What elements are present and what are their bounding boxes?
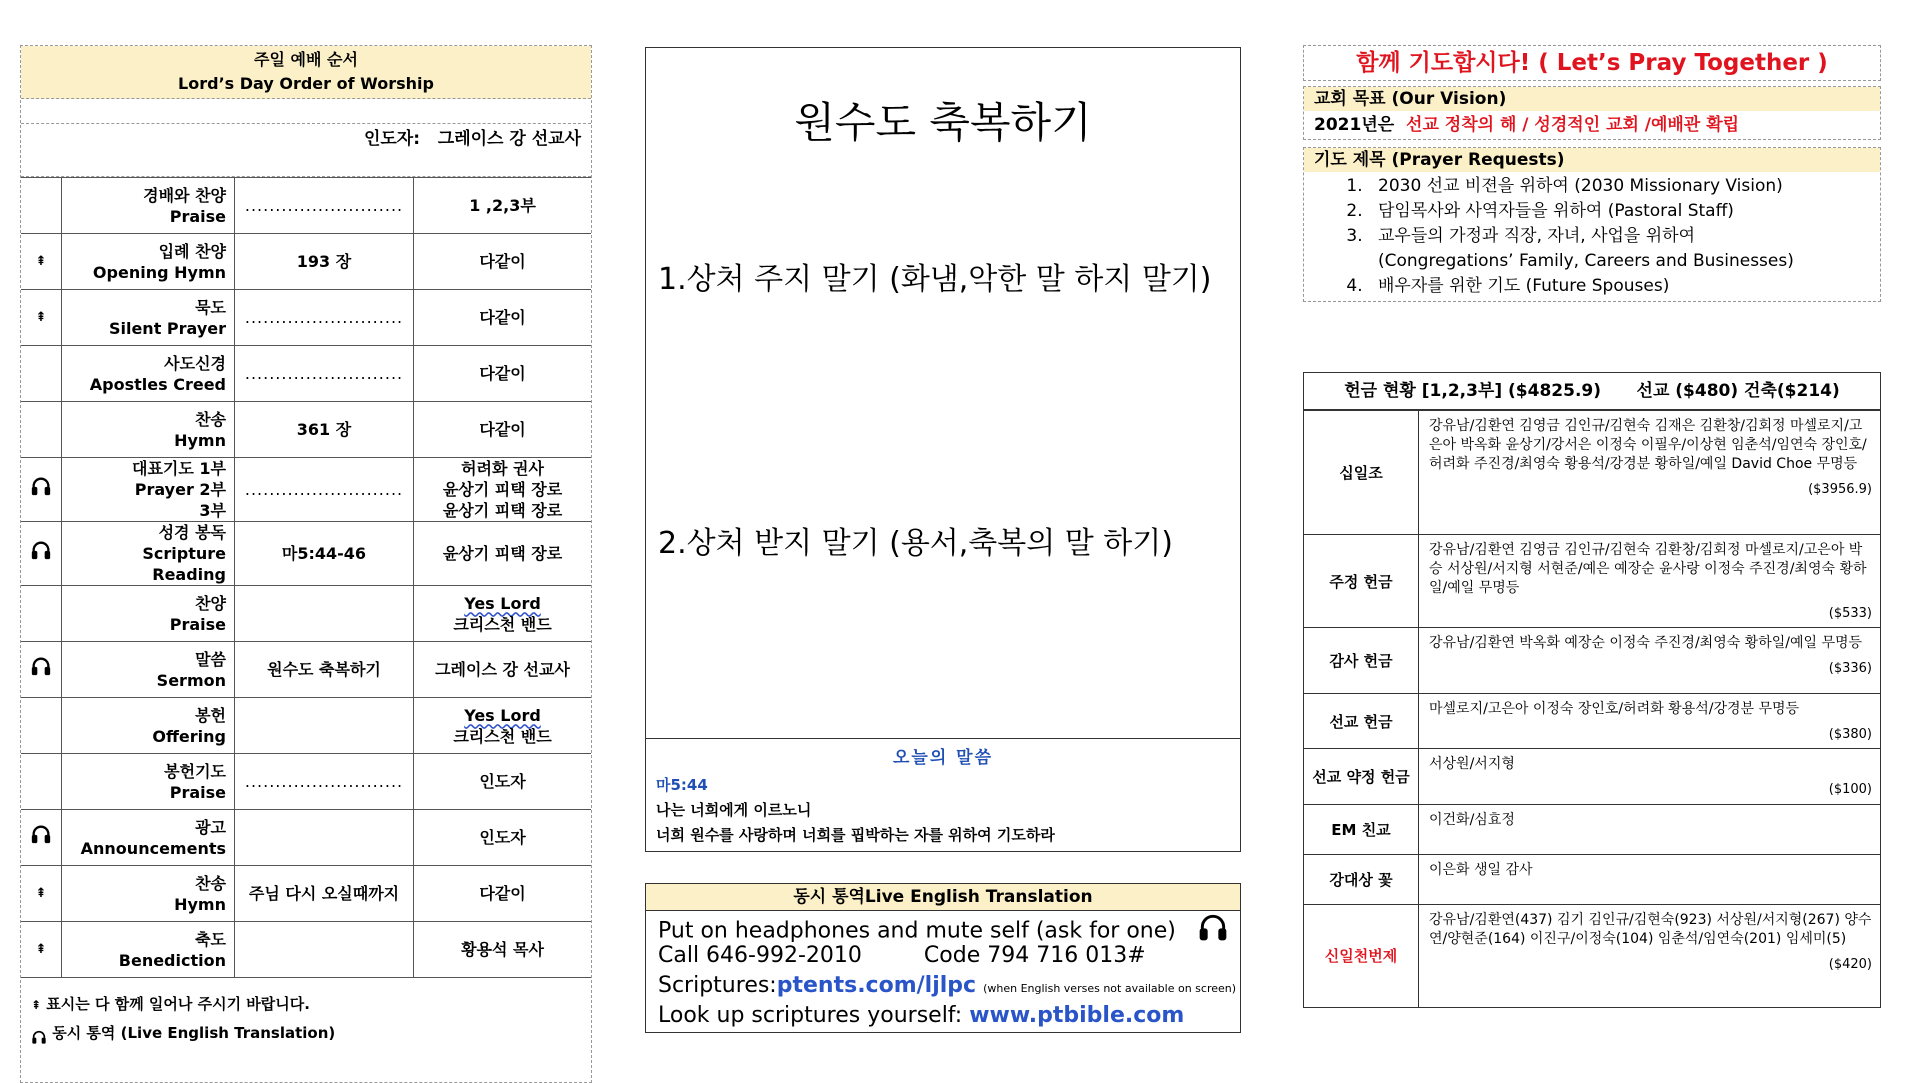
item-middle (235, 522, 414, 586)
item-mark (21, 178, 62, 234)
order-leader (21, 124, 591, 177)
headphones-icon (30, 666, 52, 681)
item-name (62, 642, 235, 698)
item-name-en: Announcements (80, 838, 226, 858)
request-item: 4. 배우자를 위한 기도 (Future Spouses) (1368, 274, 1880, 299)
verse-ref: 마5:44 (656, 776, 708, 794)
offering-names: 이은화 생일 감사 (1429, 862, 1533, 878)
vision-year: 2021년은 (1314, 115, 1395, 135)
item-leader: 다같이 (479, 364, 526, 383)
stand-up-arrow-icon: ⇞ (35, 942, 47, 957)
offering-row (1304, 855, 1880, 905)
item-dots: .......................... (244, 308, 404, 327)
item-name-ko: 경배와 찬양 (143, 185, 226, 205)
item-right (414, 234, 592, 290)
offering-row (1304, 749, 1880, 805)
item-leader: 1 ,2,3부 (469, 196, 536, 215)
request-item: 1. 2030 선교 비젼을 위하여 (2030 Missionary Vision) (1368, 174, 1880, 199)
item-leader-3: 윤상기 피택 장로 (442, 501, 563, 520)
headphones-icon (1197, 911, 1229, 952)
item-leader: Yes Lord (464, 593, 541, 613)
item-middle (235, 866, 414, 922)
order-row (21, 586, 591, 642)
item-name-ko: 입례 찬양 (158, 241, 226, 261)
item-mark (21, 234, 62, 290)
item-right (414, 522, 592, 586)
offering-amount: ($380) (1828, 727, 1872, 742)
stand-up-arrow-icon: ⇞ (31, 998, 42, 1012)
offering-names-cell (1419, 411, 1881, 535)
offering-names: 강유남/김환연 김영금 김인규/김현숙 김재은 김환창/김회정 마셀로지/고은아 박옥화 윤상기/강서은 이정숙 이필우/이상현 임춘석/임연숙 장인호/허려화 주진경/최영숙 황용석/강경분 황하일/예일 David Choe 무명등 (1429, 418, 1867, 472)
request-item: 3. 교우들의 가정과 직장, 자녀, 사업을 위하여 (Congregations’ Family, Careers and Businesses) (1368, 224, 1880, 274)
item-leader-2: 크리스천 밴드 (453, 614, 552, 634)
item-name (62, 698, 235, 754)
offering-row (1304, 805, 1880, 855)
order-row (21, 754, 591, 810)
item-mark (21, 754, 62, 810)
order-footnote (21, 978, 591, 1082)
translation-panel (645, 883, 1241, 1033)
order-of-worship (20, 45, 592, 1083)
order-row (21, 642, 591, 698)
item-leader: 다같이 (479, 308, 526, 327)
item-mark (21, 458, 62, 522)
order-row (21, 402, 591, 458)
item-leader-2: 크리스천 밴드 (453, 726, 552, 746)
item-middle (235, 234, 414, 290)
item-name (62, 290, 235, 346)
item-name-en: Opening Hymn (92, 262, 226, 282)
headphones-icon (31, 1026, 47, 1042)
offering-amount: ($100) (1828, 782, 1872, 797)
foot-trans-text: 동시 통역 (Live English Translation) (52, 1024, 336, 1042)
item-leader: 윤상기 피택 장로 (442, 544, 563, 563)
item-leader: 인도자 (479, 772, 526, 791)
item-mark (21, 522, 62, 586)
item-right (414, 290, 592, 346)
lookup-label: Look up scriptures yourself: (658, 1003, 963, 1028)
item-mark (21, 586, 62, 642)
offering-names-cell (1419, 694, 1881, 749)
item-name-ko: 묵도 (195, 297, 226, 317)
foot-stand-text: 표시는 다 함께 일어나 주시기 바랍니다. (46, 995, 310, 1013)
prayer-title: 함께 기도합시다! ( Let’s Pray Together ) (1303, 45, 1881, 81)
call-code: Code 794 716 013# (923, 943, 1146, 968)
order-table (21, 177, 591, 978)
offering-label: EM 친교 (1304, 805, 1419, 855)
stand-up-arrow-icon: ⇞ (35, 886, 47, 901)
offering-panel (1303, 372, 1881, 1008)
translation-scriptures-line (658, 971, 1240, 1001)
item-leader: 다같이 (479, 420, 526, 439)
item-middle (235, 698, 414, 754)
headphones-icon (30, 834, 52, 849)
item-right (414, 642, 592, 698)
item-mark (21, 698, 62, 754)
item-right (414, 458, 592, 522)
offering-names: 강유남/김환연 박옥화 예장순 이정숙 주진경/최영숙 황하일/예일 무명등 (1429, 635, 1863, 651)
item-name-ko: 대표기도 1부 (132, 459, 226, 478)
order-row (21, 522, 591, 586)
item-right (414, 346, 592, 402)
item-name-ko: 찬송 (195, 873, 226, 893)
item-name-en: Hymn (174, 894, 226, 914)
item-right (414, 754, 592, 810)
offering-label: 선교 헌금 (1304, 694, 1419, 749)
item-middle (235, 922, 414, 978)
item-name-en: Prayer 2부 (134, 480, 226, 499)
item-name (62, 866, 235, 922)
headphones-icon (30, 550, 52, 565)
item-name-en: Hymn (174, 430, 226, 450)
offering-names-cell (1419, 628, 1881, 694)
offering-row (1304, 628, 1880, 694)
offering-amount: ($3956.9) (1808, 482, 1872, 497)
item-leader: 황용석 목사 (461, 940, 544, 959)
item-middle (235, 810, 414, 866)
call-number: Call 646-992-2010 (658, 943, 862, 968)
item-leader: 그레이스 강 선교사 (435, 660, 570, 679)
item-dots: .......................... (244, 772, 404, 791)
item-name-ko: 봉헌기도 (164, 761, 226, 781)
item-name-ko: 광고 (195, 817, 226, 837)
item-leader: 허려화 권사 (461, 459, 544, 478)
item-middle (235, 458, 414, 522)
offering-names-cell (1419, 855, 1881, 905)
offering-label: 강대상 꽃 (1304, 855, 1419, 905)
order-title-en: Lord’s Day Order of Worship (178, 74, 434, 93)
item-name-ko: 성경 봉독 (158, 523, 226, 542)
offering-names: 강유남/김환연(437) 김기 김인규/김현숙(923) 서상원/서지형(267) 양수연/양현준(164) 이진구/이정숙(104) 임춘석/임연숙(201) 임세미(5) (1429, 912, 1872, 947)
item-right (414, 178, 592, 234)
order-row (21, 922, 591, 978)
item-name (62, 586, 235, 642)
item-right (414, 922, 592, 978)
item-name-en: Benediction (118, 950, 226, 970)
scriptures-note: (when English verses not available on screen) (983, 982, 1237, 995)
item-name-ko: 봉헌 (195, 705, 226, 725)
item-mark (21, 866, 62, 922)
item-name-en: Silent Prayer (108, 318, 226, 338)
item-name-en: Scripture Reading (142, 544, 226, 584)
item-name-en: Praise (169, 206, 226, 226)
item-dots: .......................... (244, 364, 404, 383)
stand-up-arrow-icon: ⇞ (35, 254, 47, 269)
item-leader: 인도자 (479, 828, 526, 847)
item-right (414, 402, 592, 458)
order-row (21, 290, 591, 346)
offering-label: 선교 약정 헌금 (1304, 749, 1419, 805)
leader-name: 그레이스 강 선교사 (437, 129, 581, 149)
item-name-ko: 사도신경 (164, 353, 226, 373)
order-header (21, 46, 591, 99)
item-mark (21, 290, 62, 346)
lookup-link[interactable]: www.ptbible.com (969, 1003, 1185, 1028)
item-name-en: Praise (169, 614, 226, 634)
item-mark (21, 922, 62, 978)
item-right (414, 586, 592, 642)
item-name (62, 346, 235, 402)
item-name (62, 234, 235, 290)
prayer-requests-box (1303, 147, 1881, 302)
item-detail: 주님 다시 오실때까지 (248, 884, 400, 903)
item-middle (235, 178, 414, 234)
verse-line-2: 너희 원수를 사랑하며 너희를 핍박하는 자를 위하여 기도하라 (656, 826, 1055, 844)
item-leader: 다같이 (479, 252, 526, 271)
item-name-en: Offering (152, 726, 226, 746)
request-3-en: (Congregations’ Family, Careers and Businesses) (1378, 251, 1794, 271)
item-middle (235, 402, 414, 458)
item-mark (21, 810, 62, 866)
item-middle (235, 290, 414, 346)
item-name-ko: 찬양 (195, 593, 226, 613)
requests-label: 기도 제목 (Prayer Requests) (1304, 148, 1880, 172)
item-dots: .......................... (244, 196, 404, 215)
item-mark (21, 642, 62, 698)
item-right (414, 698, 592, 754)
item-name (62, 754, 235, 810)
offering-header: 헌금 현황 [1,2,3부] ($4825.9) 선교 ($480) 건축($214) (1304, 373, 1880, 410)
sermon-panel (645, 47, 1241, 852)
item-middle (235, 346, 414, 402)
item-mark (21, 346, 62, 402)
item-mark (21, 402, 62, 458)
offering-row (1304, 411, 1880, 535)
item-middle (235, 586, 414, 642)
offering-names: 이건화/심효정 (1429, 812, 1515, 828)
sermon-title: 원수도 축복하기 (794, 98, 1092, 147)
item-name (62, 922, 235, 978)
offering-amount: ($420) (1828, 957, 1872, 972)
offering-row (1304, 535, 1880, 628)
item-name-ko: 찬송 (195, 409, 226, 429)
item-detail: 원수도 축복하기 (267, 660, 381, 679)
offering-names: 서상원/서지형 (1429, 756, 1515, 772)
order-spacer (21, 99, 591, 124)
item-middle (235, 642, 414, 698)
item-detail: 361 장 (296, 420, 352, 439)
scriptures-label: Scriptures: (658, 973, 777, 998)
item-name (62, 810, 235, 866)
requests-list (1304, 174, 1880, 299)
offering-names: 마셀로지/고은아 이정숙 장인호/허려화 황용석/강경분 무명등 (1429, 701, 1800, 717)
order-row (21, 346, 591, 402)
item-right (414, 866, 592, 922)
item-name (62, 402, 235, 458)
vision-label: 교회 목표 (Our Vision) (1304, 87, 1880, 111)
translation-lookup-line (658, 1001, 1240, 1031)
vision-text: 선교 정착의 해 / 성경적인 교회 /예배관 확립 (1406, 115, 1740, 135)
stand-up-arrow-icon: ⇞ (35, 310, 47, 325)
offering-label: 십일조 (1304, 411, 1419, 535)
offering-amount: ($533) (1828, 606, 1872, 621)
item-middle (235, 754, 414, 810)
leader-label: 인도자: (363, 129, 421, 149)
item-name-ko: 말씀 (195, 649, 226, 669)
offering-names-cell (1419, 905, 1881, 1007)
item-name (62, 458, 235, 522)
verse-title: 오늘의 말씀 (892, 748, 994, 768)
sermon-point-2: 2.상처 받지 말기 (용서,축복의 말 하기) (658, 526, 1173, 561)
offering-amount: ($336) (1828, 661, 1872, 676)
offering-table (1304, 410, 1880, 1007)
order-title-ko: 주일 예배 순서 (254, 50, 358, 69)
item-name-en: Apostles Creed (89, 374, 226, 394)
order-row (21, 810, 591, 866)
item-name-ko: 축도 (195, 929, 226, 949)
translation-line-1 (658, 911, 1240, 944)
item-name-en: Sermon (156, 670, 226, 690)
item-leader: Yes Lord (464, 705, 541, 725)
vision-box (1303, 86, 1881, 140)
offering-row (1304, 694, 1880, 749)
offering-names-cell (1419, 749, 1881, 805)
order-row (21, 866, 591, 922)
sermon-point-1: 1.상처 주지 말기 (화냄,악한 말 하지 말기) (658, 262, 1212, 297)
offering-names: 강유남/김환연 김영금 김인규/김현숙 김환창/김회정 마셀로지/고은아 박승 서상원/서지형 서현준/예은 예장순 윤사랑 이정숙 주진경/최영숙 황하일/예일 무명등 (1429, 542, 1867, 596)
offering-label: 감사 헌금 (1304, 628, 1419, 694)
todays-verse (646, 738, 1240, 853)
offering-label: 신일천번제 (1304, 905, 1419, 1007)
order-row (21, 698, 591, 754)
item-name-en-2: 3부 (199, 501, 226, 520)
item-leader: 다같이 (479, 884, 526, 903)
item-right (414, 810, 592, 866)
order-row (21, 234, 591, 290)
offering-label: 주정 헌금 (1304, 535, 1419, 628)
verse-line-1: 나는 너희에게 이르노니 (656, 801, 812, 819)
item-dots: .......................... (244, 480, 404, 499)
item-name (62, 522, 235, 586)
translation-header: 동시 통역Live English Translation (646, 884, 1240, 911)
order-row (21, 458, 591, 522)
item-leader-2: 윤상기 피택 장로 (442, 480, 563, 499)
request-item: 2. 담임목사와 사역자들을 위하여 (Pastoral Staff) (1368, 199, 1880, 224)
offering-row (1304, 905, 1880, 1007)
order-row (21, 178, 591, 234)
vision-row (1304, 111, 1880, 139)
item-detail: 193 장 (296, 252, 352, 271)
offering-names-cell (1419, 535, 1881, 628)
item-name (62, 178, 235, 234)
translation-call-line (658, 941, 1240, 971)
item-name-en: Praise (169, 782, 226, 802)
item-detail: 마5:44-46 (281, 544, 367, 563)
scriptures-link[interactable]: ptents.com/ljlpc (776, 973, 977, 998)
headphone-instructions: Put on headphones and mute self (ask for one) (658, 918, 1176, 944)
offering-names-cell (1419, 805, 1881, 855)
headphones-icon (30, 486, 52, 501)
